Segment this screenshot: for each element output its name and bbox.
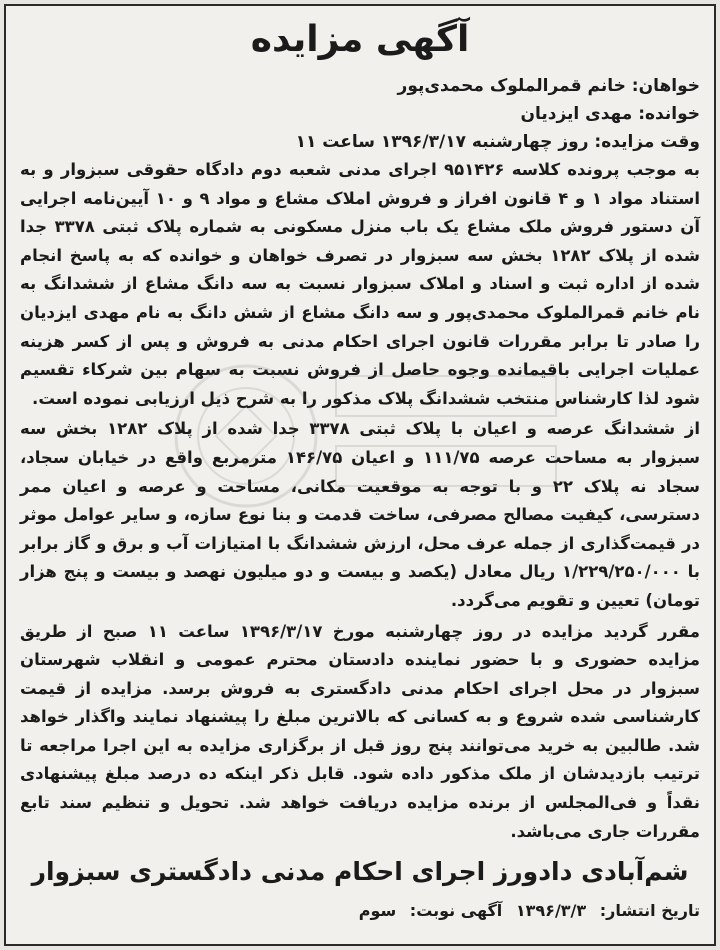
notice-round-value: سوم bbox=[358, 901, 397, 921]
auction-time-value: روز چهارشنبه ۱۳۹۶/۳/۱۷ ساعت ۱۱ bbox=[295, 132, 589, 152]
plaintiff-line bbox=[20, 72, 700, 100]
defendant-label: خوانده: bbox=[638, 104, 700, 124]
publish-date-value: ۱۳۹۶/۳/۳ bbox=[515, 901, 587, 921]
notice-round-label: آگهی نوبت: bbox=[409, 901, 503, 921]
defendant-line bbox=[20, 100, 700, 128]
paragraph-auction-terms: مقرر گردید مزایده در روز چهارشنبه مورخ ۱۳۹۶/۳/۱۷ ساعت ۱۱ صبح از طریق مزایده حضوری و با حضور نماینده دادستان محترم عمومی و انقلاب شهرستان سبزوار در محل اجرای احکام مدنی دادگستری به فروش برسد. مزایده از قیمت کارشناسی شده شروع و به کسانی که بالاترین مبلغ را پیشنهاد نمایند واگذار خواهد شد. طالبین به خرید می‌توانند پنج روز قبل از برگزاری مزایده به این اجرا مراجعه تا ترتیب بازدیدشان از ملک مذکور داده شود. قابل ذکر اینکه ده درصد مبلغ پیشنهادی نقداً و فی‌المجلس از برنده مزایده دریافت خواهد شد. تحویل و تنظیم سند تابع مقررات جاری می‌باشد. bbox=[20, 621, 700, 841]
issuing-office: شم‌آبادی دادورز اجرای احکام مدنی دادگستری سبزوار bbox=[31, 857, 689, 887]
auction-time-line bbox=[20, 128, 700, 156]
plaintiff-label: خواهان: bbox=[631, 76, 700, 96]
plaintiff-value: خانم قمرالملوک محمدی‌پور bbox=[397, 76, 626, 96]
notice-title: آگهی مزایده bbox=[250, 19, 470, 60]
publication-info bbox=[20, 896, 700, 926]
publish-date-label: تاریخ انتشار: bbox=[599, 901, 700, 921]
defendant-value: مهدی ایزدیان bbox=[520, 104, 633, 124]
auction-notice bbox=[4, 4, 716, 946]
auction-time-label: وقت مزایده: bbox=[594, 132, 700, 152]
paragraph-property-valuation: از ششدانگ عرصه و اعیان با پلاک ثبتی ۳۳۷۸ جدا شده از پلاک ۱۲۸۲ بخش سه سبزوار به مساحت عرصه ۱۱۱/۷۵ و اعیان ۱۴۶/۷۵ مترمربع واقع در خیابان سجاد، سجاد نه پلاک ۲۲ و با توجه به موقعیت مکانی، مساحت و عرصه و اعیان ممر دسترسی، کیفیت مصالح مصرفی، ساخت قدمت و بنا نوع سازه، و سایر عوامل موثر در قیمت‌گذاری از جمله عرف محل، ارزش ششدانگ با امتیازات آب و برق و گاز برابر با ۱/۲۲۹/۲۵۰/۰۰۰ ریال معادل (یکصد و بیست و دو میلیون نهصد و بیست و پنج هزار تومان) تعیین و تقویم می‌گردد. bbox=[20, 419, 700, 610]
paragraph-case-order: به موجب پرونده کلاسه ۹۵۱۴۲۶ اجرای مدنی شعبه دوم دادگاه حقوقی سبزوار و به استناد مواد ۱ و ۴ قانون افراز و فروش املاک مشاع و مواد ۹ و ۱۰ آیین‌نامه اجرایی آن دستور فروش ملک مشاع یک باب منزل مسکونی به شماره پلاک ثبتی ۳۳۷۸ جدا شده از پلاک ۱۲۸۲ بخش سه سبزوار در تصرف خواهان و خوانده که به پاسخ انجام شده از اداره ثبت و اسناد و املاک سبزوار نسبت به سه دانگ مشاع از ششدانگ به نام خانم قمرالملوک محمدی‌پور و سه دانگ مشاع از شش دانگ به نام مهدی ایزدیان را صادر تا برابر مقررات قانون اجرای احکام مدنی به فروش و پس از کسر هزینه عملیات اجرایی باقیمانده وجوه حاصل از فروش نسبت به سهام بین شرکاء تقسیم شود لذا کارشناس منتخب ششدانگ پلاک مذکور را به شرح ذیل ارزیابی نموده است. bbox=[20, 160, 700, 408]
